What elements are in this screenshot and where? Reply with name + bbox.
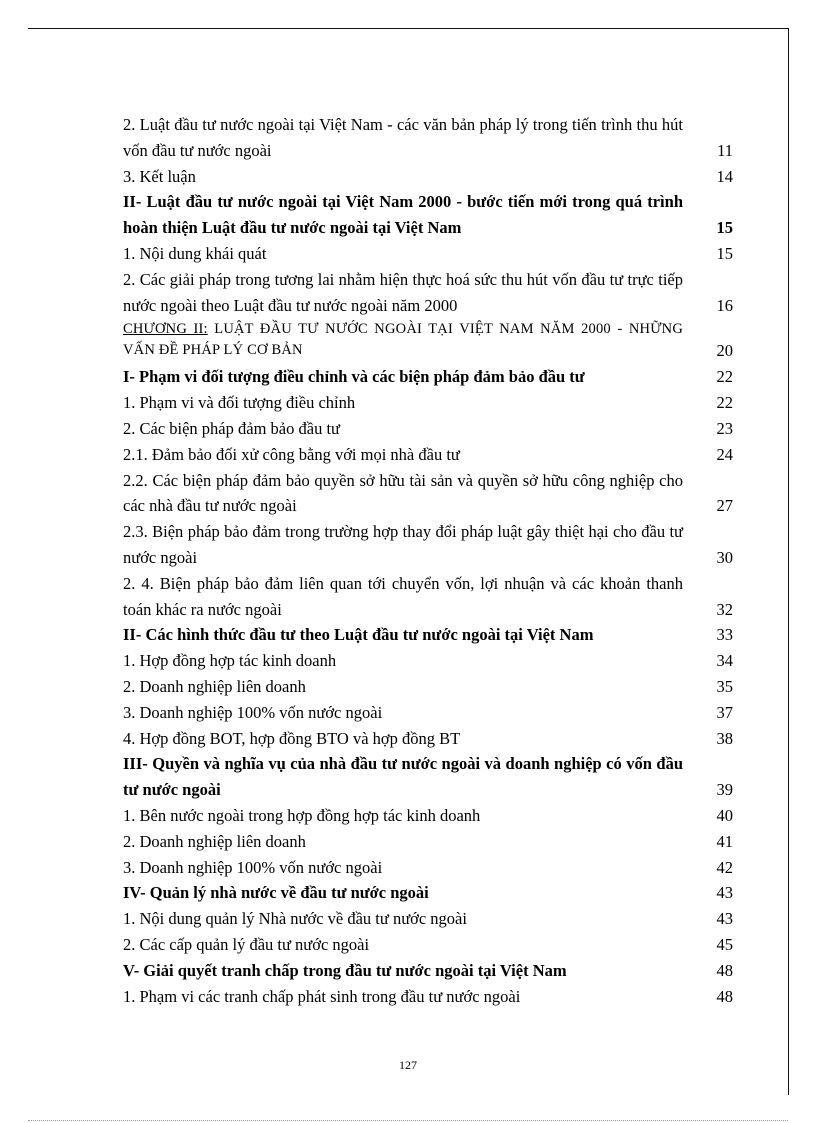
toc-entry-page: 39 xyxy=(716,780,733,800)
toc-entry-title: 1. Phạm vi các tranh chấp phát sinh trong đầu tư nước ngoài xyxy=(123,986,521,1006)
toc-entry-page: 14 xyxy=(716,166,733,186)
toc-entry-title: III- Quyền và nghĩa vụ của nhà đầu tư nước ngoài và doanh nghiệp có vốn đầu tư nước ngoài xyxy=(123,754,683,800)
toc-section-heading[interactable] xyxy=(123,958,733,984)
toc-entry-page: 48 xyxy=(716,960,733,980)
toc-entry-title: 2. Các biện pháp đảm bảo đầu tư xyxy=(123,418,340,438)
toc-entry-page: 23 xyxy=(716,418,733,438)
toc-entry[interactable] xyxy=(123,700,733,726)
chapter-title: LUẬT ĐẦU TƯ NƯỚC NGOÀI TẠI VIỆT NAM NĂM 2000 - NHỮNG VẤN ĐỀ PHÁP LÝ CƠ BẢN xyxy=(123,321,683,359)
toc-entry-page: 40 xyxy=(716,805,733,825)
toc-entry[interactable] xyxy=(123,803,733,829)
toc-entry-title: 2. 4. Biện pháp bảo đảm liên quan tới chuyển vốn, lợi nhuận và các khoản thanh toán khác ra nước ngoài xyxy=(123,573,683,619)
toc-entry-title: 1. Nội dung quản lý Nhà nước về đầu tư nước ngoài xyxy=(123,909,467,929)
toc-entry-title: 3. Doanh nghiệp 100% vốn nước ngoài xyxy=(123,857,383,877)
toc-entry-page: 27 xyxy=(716,496,733,516)
toc-entry-page: 37 xyxy=(716,702,733,722)
toc-chapter-title xyxy=(123,319,683,361)
toc-entry[interactable] xyxy=(123,112,733,164)
toc-entry-title: II- Luật đầu tư nước ngoài tại Việt Nam 2000 - bước tiến mới trong quá trình hoàn thiện Luật đầu tư nước ngoài tại Việt Nam xyxy=(123,192,683,238)
toc-entry-title: 2.2. Các biện pháp đảm bảo quyền sở hữu tài sản và quyền sở hữu công nghiệp cho các nhà đầu tư nước ngoài xyxy=(123,470,683,516)
toc-entry-title: V- Giải quyết tranh chấp trong đầu tư nước ngoài tại Việt Nam xyxy=(123,960,567,980)
toc-entry-page: 48 xyxy=(716,986,733,1006)
toc-entry[interactable] xyxy=(123,519,733,571)
toc-section-heading[interactable] xyxy=(123,751,733,803)
toc-entry-title: 2. Các cấp quản lý đầu tư nước ngoài xyxy=(123,934,370,954)
toc-entry-page: 45 xyxy=(716,934,733,954)
toc-entry[interactable] xyxy=(123,674,733,700)
toc-entry-title: 4. Hợp đồng BOT, hợp đồng BTO và hợp đồng BT xyxy=(123,728,461,748)
page-bottom-divider xyxy=(28,1120,788,1121)
toc-entry-page: 15 xyxy=(716,243,733,263)
toc-entry-page: 32 xyxy=(716,599,733,619)
toc-entry-title: II- Các hình thức đầu tư theo Luật đầu tư nước ngoài tại Việt Nam xyxy=(123,625,594,645)
toc-entry-title: 2.1. Đảm bảo đối xử công bằng với mọi nhà đầu tư xyxy=(123,444,460,464)
toc-entry-title: IV- Quản lý nhà nước về đầu tư nước ngoài xyxy=(123,883,429,903)
toc-entry-page: 15 xyxy=(716,218,733,238)
toc-entry[interactable] xyxy=(123,726,733,752)
toc-entry-title: 2. Doanh nghiệp liên doanh xyxy=(123,676,306,696)
toc-entry[interactable] xyxy=(123,571,733,623)
toc-entry-title: I- Phạm vi đối tượng điều chỉnh và các biện pháp đảm bảo đầu tư xyxy=(123,367,585,387)
toc-entry[interactable] xyxy=(123,390,733,416)
toc-entry[interactable] xyxy=(123,906,733,932)
toc-entry-page: 38 xyxy=(716,728,733,748)
toc-section-heading[interactable] xyxy=(123,880,733,906)
toc-entry-page: 24 xyxy=(716,444,733,464)
page-number: 127 xyxy=(399,1058,417,1072)
toc-entry-title: 3. Kết luận xyxy=(123,166,196,186)
toc-entry-page: 33 xyxy=(716,625,733,645)
toc-entry-page: 30 xyxy=(716,547,733,567)
toc-entry-page: 22 xyxy=(716,393,733,413)
toc-entry-page: 43 xyxy=(716,909,733,929)
chapter-label: CHƯƠNG II: xyxy=(123,321,208,338)
toc-entry[interactable] xyxy=(123,442,733,468)
toc-entry-title: 2. Các giải pháp trong tương lai nhằm hiện thực hoá sức thu hút vốn đầu tư trực tiếp nước ngoài theo Luật đầu tư nước ngoài năm 2000 xyxy=(123,269,683,315)
toc-entry-title: 1. Nội dung khái quát xyxy=(123,243,267,263)
toc-entry[interactable] xyxy=(123,829,733,855)
toc-entry[interactable] xyxy=(123,468,733,520)
toc-section-heading[interactable] xyxy=(123,622,733,648)
toc-entry[interactable] xyxy=(123,648,733,674)
toc-entry-page: 20 xyxy=(716,341,733,361)
toc-entry-page: 34 xyxy=(716,651,733,671)
toc-entry-page: 43 xyxy=(716,883,733,903)
toc-entry-page: 41 xyxy=(716,831,733,851)
toc-section-heading[interactable] xyxy=(123,364,733,390)
toc-entry-title: 2. Luật đầu tư nước ngoài tại Việt Nam - các văn bản pháp lý trong tiến trình thu hút vốn đầu tư nước ngoài xyxy=(123,115,683,160)
toc-entry[interactable] xyxy=(123,855,733,881)
toc-entry[interactable] xyxy=(123,984,733,1010)
toc-entry-title: 1. Phạm vi và đối tượng điều chỉnh xyxy=(123,393,356,413)
toc-entry-title: 3. Doanh nghiệp 100% vốn nước ngoài xyxy=(123,702,383,722)
toc-entry-title: 1. Hợp đồng hợp tác kinh doanh xyxy=(123,651,337,671)
toc-entry-page: 16 xyxy=(716,295,733,315)
toc-entry-page: 11 xyxy=(717,140,733,160)
toc-entry[interactable] xyxy=(123,164,733,190)
toc-entry-page: 35 xyxy=(716,676,733,696)
toc-entry-page: 22 xyxy=(716,367,733,387)
toc-entry-page: 42 xyxy=(716,857,733,877)
toc-section-heading[interactable] xyxy=(123,189,733,241)
table-of-contents xyxy=(123,112,733,1009)
toc-entry-title: 1. Bên nước ngoài trong hợp đồng hợp tác kinh doanh xyxy=(123,805,481,825)
toc-entry[interactable] xyxy=(123,416,733,442)
toc-entry-title: 2.3. Biện pháp bảo đảm trong trường hợp thay đổi pháp luật gây thiệt hại cho đầu tư nước ngoài xyxy=(123,522,683,567)
toc-entry-title: 2. Doanh nghiệp liên doanh xyxy=(123,831,306,851)
toc-chapter-heading[interactable] xyxy=(123,319,733,361)
toc-entry[interactable] xyxy=(123,267,733,319)
toc-entry[interactable] xyxy=(123,241,733,267)
toc-entry[interactable] xyxy=(123,932,733,958)
